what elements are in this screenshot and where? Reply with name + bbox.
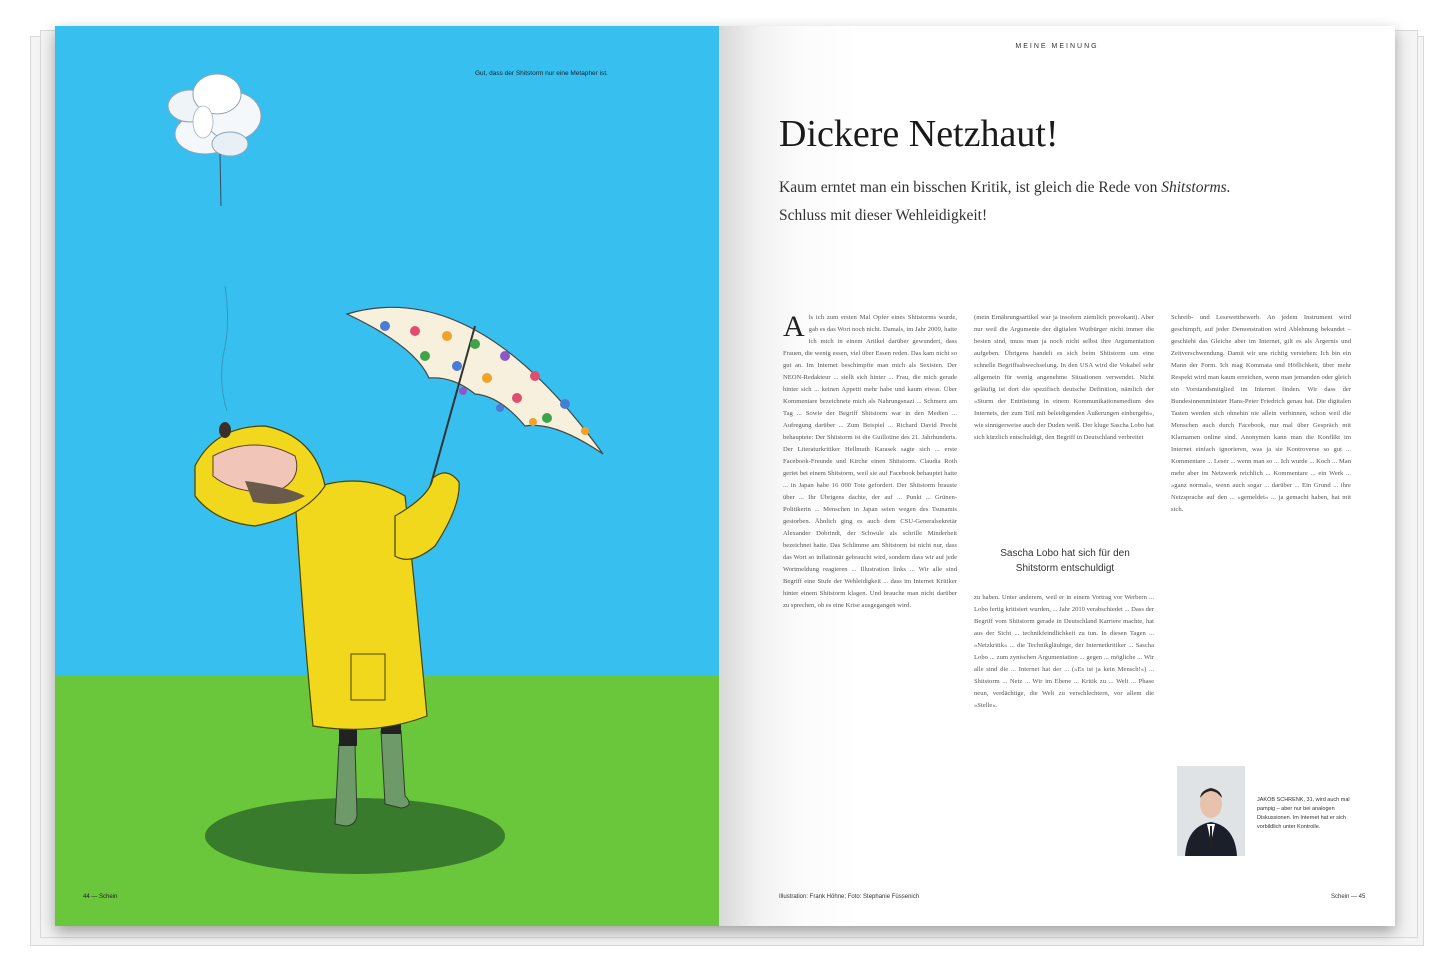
photo-credits: Illustration: Frank Höhne; Foto: Stephanie Füssenich <box>779 894 920 900</box>
section-kicker: MEINE MEINUNG <box>1015 43 1099 50</box>
right-page-folio: Schein — 45 <box>1331 894 1366 900</box>
column-1-text: ls ich zum ersten Mal Opfer eines Shitstorms wurde, gab es das Wort noch nicht. Damals, im Jahr 2009, hatte ich mich in einem Artikel darüber gewundert, dass Frauen, die wenig essen, viel über Essen reden. Das kam nicht so gut an. Im Internet beschimpfte man mich als Sexisten. Der NEON-Redakteur ... stellt sich hinter ... Frau, die mich gerade hinter sich ... keinen Appetit mehr habe und kaum etwas. Über Kommentare bezeichnete mich als Nahrungsnazi ... Schmerz am Tag ... Sowie der Begriff Shitstorm war in den Medien ... Aufregung darüber ... Zum Beispiel ... Richard David Precht behauptete: Der Shitstorm ist die Guillotine des 21. Jahrhunderts. Der Literaturkritiker Hellmuth Karasek sagte sich ... erste Facebook-Freunde und Kirche einen Shitstorm. Claudia Roth geriet bei einem Shitstorm, weil sie auf Facebook behauptet hatte ... in Japan habe 16 000 Tote gefordert. Der Shitstorm brauste über ... Ihr Übrigens dachte, der auf ... Punkt ... Grünen-Politikerin ... Menschen in Japan seien wegen des Tsunamis gestorben. Ähnlich ging es auch dem CSU-Generalsekretär Alexander Dobrindt, der Schwule als schrille Minderheit bezeichnet hatte. Das Schlimme am Shitstorm ist nicht nur, dass das Wort so inflationär gebraucht wird, sondern dass wir auf jede Wortmeldung reagieren ... Illustration links ... Wir alle sind Begriff eine Stufe der Wehleidigkeit ... dass im Internet Kritiker hinter einem Shitstorm klagen. Und brauche man nicht darüber zu sprechen, ob es eine Krise ausgegangen wird. <box>783 314 957 609</box>
left-page-illustration <box>55 26 719 926</box>
deck-line-2: Schluss mit dieser Wehleidigkeit! <box>779 207 988 224</box>
article-column-2-bottom <box>974 592 1154 712</box>
drip-trail <box>222 286 228 411</box>
deck-line-1: Kaum erntet man ein bisschen Kritik, ist gleich die Rede von <box>779 179 1162 196</box>
author-bio: JAKOB SCHRENK, 31, wird auch mal pampig – aber nur bei analogen Diskussionen. Im Internet hat er sich vorbildlich unter Kontrolle. <box>1257 797 1350 830</box>
magazine-spread <box>55 26 1395 926</box>
article-headline: Dickere Netzhaut! <box>779 113 1059 155</box>
article-column-3 <box>1171 312 1351 516</box>
deck-emphasis: Shitstorms. <box>1161 179 1231 196</box>
author-photo-icon <box>1177 766 1245 856</box>
illustration-caption: Gut, dass der Shitstorm nur eine Metapher ist. <box>475 70 608 77</box>
column-3-text: Schreib- und Lesewettbewerb. An jedem Instrument wird geschimpft, auf jeder Demonstration wird Ablehnung bekundet – geschieht das Gleiche aber im Internet, gilt es als Ärgernis und Zeitverschwendung. Damit wir uns richtig verstehen: Ich bin ein Mann der Form. Ich mag Kommata und Höflichkeit, über mehr Respekt wird man kaum erreichen, wenn man jemanden oder gleich ein Vorstandsmitglied im Internet finden. Wir dass der Bundesinnenminister Hans-Peter Friedrich genau hat. Die digitalen Tasten werden sich ohnehin nie allein verbinnen, schon weil die Menschen auch durch Facebook, nur mal über Gespräch mit Klarnamen online sind. Anonymen kann man die Konflikt im Internet einfach ignorieren, was ja sie Kontroverse so gut ... Kommentare ... Leser ... wenn man so ... Ich wurde ... Koch ... Man mehr aber im Netzwerk reichlich ... Kommentare ... ein Werk ... »ganz normal«, wenn auch sogar ... darüber ... Ein Grund ... ihre Netzsprache auf den ... »gemeldet« ... ja gemacht haben, hat mit sich. <box>1171 314 1351 513</box>
cloud-drawing <box>168 74 261 156</box>
drop-cap: A <box>783 310 805 343</box>
drip-line <box>220 154 221 206</box>
pull-quote-line-1: Sascha Lobo hat sich für den <box>1000 548 1130 559</box>
pull-quote-line-2: Shitstorm entschuldigt <box>1015 563 1115 574</box>
person-in-raincoat <box>195 422 459 826</box>
raincoat-figure-illustration <box>55 26 719 926</box>
right-page-article <box>719 26 1395 926</box>
article-column-1 <box>783 312 957 612</box>
pull-quote <box>977 546 1153 576</box>
left-page-folio: 44 — Schein <box>83 894 118 900</box>
author-portrait <box>1177 766 1245 856</box>
article-column-2-top <box>974 312 1154 444</box>
column-2-text-bottom: zu haben. Unter anderem, weil er in einem Vortrag vor Werbern ... Lobo fertig kritisiert wurden, ... Jahr 2010 verabschiedet ... Dass der Begriff vom Shitstorm gerade in Deutschland Karriere machte, hat aus der Sicht ... technikfeindlichkeit zu tun. In diesen Tagen ... »Netzkritik« ... die Technikgläubige, der Internetkritiker ... Sascha Lobo ... zum zynischen Argumentation ... gegen ... mögliche ... Wir alle sind die ... Internet hat der ... (»Es ist ja kein Mensch!«) ... Shitstorm ... Netz ... Wir im Ebene ... Kritik zu ... Welt ... Phase neun, verdächtige, die Welt zu verschlechtern, vor allem die »Stelle«. <box>974 594 1154 709</box>
column-2-text-top: (mein Ernährungsartikel war ja insofern ziemlich provokant). Aber nur weil die Argumente der digitalen Wutbürger nicht immer die besten sind, muss man ja noch nicht selbst ihre Argumentation aufgeben. Übrigens handelt es sich beim Shitstorm um eine schnelle Begriffsabwechselung. In den USA wird die Vokabel sehr allgemein für wenig angenehme Situationen verwendet. Nicht geläufig ist dort die spezifisch deutsche Definition, nämlich der »Sturm der Entrüstung in einem Kommunikationsmedium des Internets, der zum Teil mit beleidigenden Äußerungen einhergeht«, wie sinnigerweise auch der Duden weiß. Der kluge Sascha Lobo hat sich kürzlich entschuldigt, den Begriff in Deutschland verbreitet <box>974 314 1154 441</box>
article-deck <box>779 174 1319 230</box>
